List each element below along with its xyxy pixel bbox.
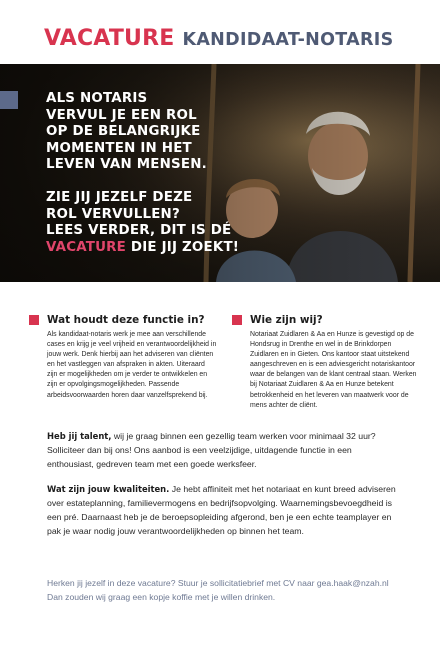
footer-line: Dan zouden wij graag een kopje koffie met je willen drinken.	[47, 592, 276, 602]
section-title: Wat houdt deze functie in?	[47, 314, 205, 326]
section-heading	[29, 314, 205, 326]
hero-text	[46, 91, 296, 256]
square-bullet-icon	[29, 315, 39, 325]
hero-line: ROL VERVULLEN?	[46, 206, 180, 222]
hero-line: ZIE JIJ JEZELF DEZE	[46, 189, 193, 205]
hero-question	[46, 190, 296, 256]
hero-line: ALS NOTARIS	[46, 91, 148, 106]
hero-statement	[46, 91, 296, 174]
paragraph-body: wij je graag binnen een gezellig team werken voor minimaal 32 uur? Solliciteer dan bij ons! Ons aanbod is een veelzijdige, uitdagende functie in een enthousiast, gedreven team met een goede werksfeer.	[47, 431, 376, 469]
section-body: Notariaat Zuidlaren & Aa en Hunze is gevestigd op de Hondsrug in Drenthe en wel in de Brinkdorpen Zuidlaren en in Gieten. Ons kantoor staat uitstekend aangeschreven en is een adviesgericht notariskantoor waar de belangen van de klant centraal staan. Werken bij Notariaat Zuidlaren & Aa en Hunze betekent betrokkenheid en het leveren van maatwerk voor de mens achter de cliënt.	[250, 331, 417, 409]
hero-line: OP DE BELANGRIJKE	[46, 124, 201, 140]
paragraph-qualities	[47, 482, 399, 538]
hero-line: LEES VERDER, DIT IS DÉ	[46, 223, 232, 239]
square-bullet-icon	[232, 315, 242, 325]
page-title	[44, 26, 393, 54]
section-about-us	[232, 314, 417, 411]
footer-line: Herken jij jezelf in deze vacature? Stuur je sollicitatiebrief met CV naar gea.haak@nzah.nl	[47, 578, 389, 588]
paragraph-lead: Heb jij talent,	[47, 431, 112, 441]
section-title: Wie zijn wij?	[250, 314, 323, 326]
hero-line: DIE JIJ ZOEKT!	[126, 239, 240, 255]
paragraph-body: Je hebt affiniteit met het notariaat en kunt breed adviseren over estateplanning, familievermogens en bedrijfsopvolging. Waarnemingsbevoegdheid is een pré. Daarnaast heb je de beroepsopleiding afgerond, ben je een echte teamplayer en pak je waar nodig jouw verantwoordelijkheden op binnen het team.	[47, 484, 396, 536]
section-job-description	[29, 314, 217, 401]
section-body: Als kandidaat-notaris werk je mee aan verschillende cases en krijg je veel vrijheid en verantwoordelijkheid in jouw werk. Denk hierbij aan het adviseren van cliënten en het vastleggen van afspraken in akten. Uiteraard zijn er mogelijkheden om je verder te ontwikkelen en zijn er opvolgingsmogelijkheden. Passende arbeidsvoorwaarden horen daar vanzelfsprekend bij.	[47, 331, 217, 399]
paragraph-talent	[47, 429, 399, 471]
hero-corner-square	[0, 91, 18, 109]
hero-line: VERVUL JE EEN ROL	[46, 107, 197, 123]
footer-call-to-action	[47, 576, 407, 604]
hero-banner	[0, 64, 440, 282]
hero-line: LEVEN VAN MENSEN.	[46, 157, 207, 173]
section-heading	[232, 314, 408, 326]
hero-line: MOMENTEN IN HET	[46, 140, 192, 156]
title-accent-word: VACATURE	[44, 26, 175, 51]
title-job-name: KANDIDAAT-NOTARIS	[182, 30, 394, 50]
hero-accent-word: VACATURE	[46, 239, 127, 255]
paragraph-lead: Wat zijn jouw kwaliteiten.	[47, 484, 170, 494]
